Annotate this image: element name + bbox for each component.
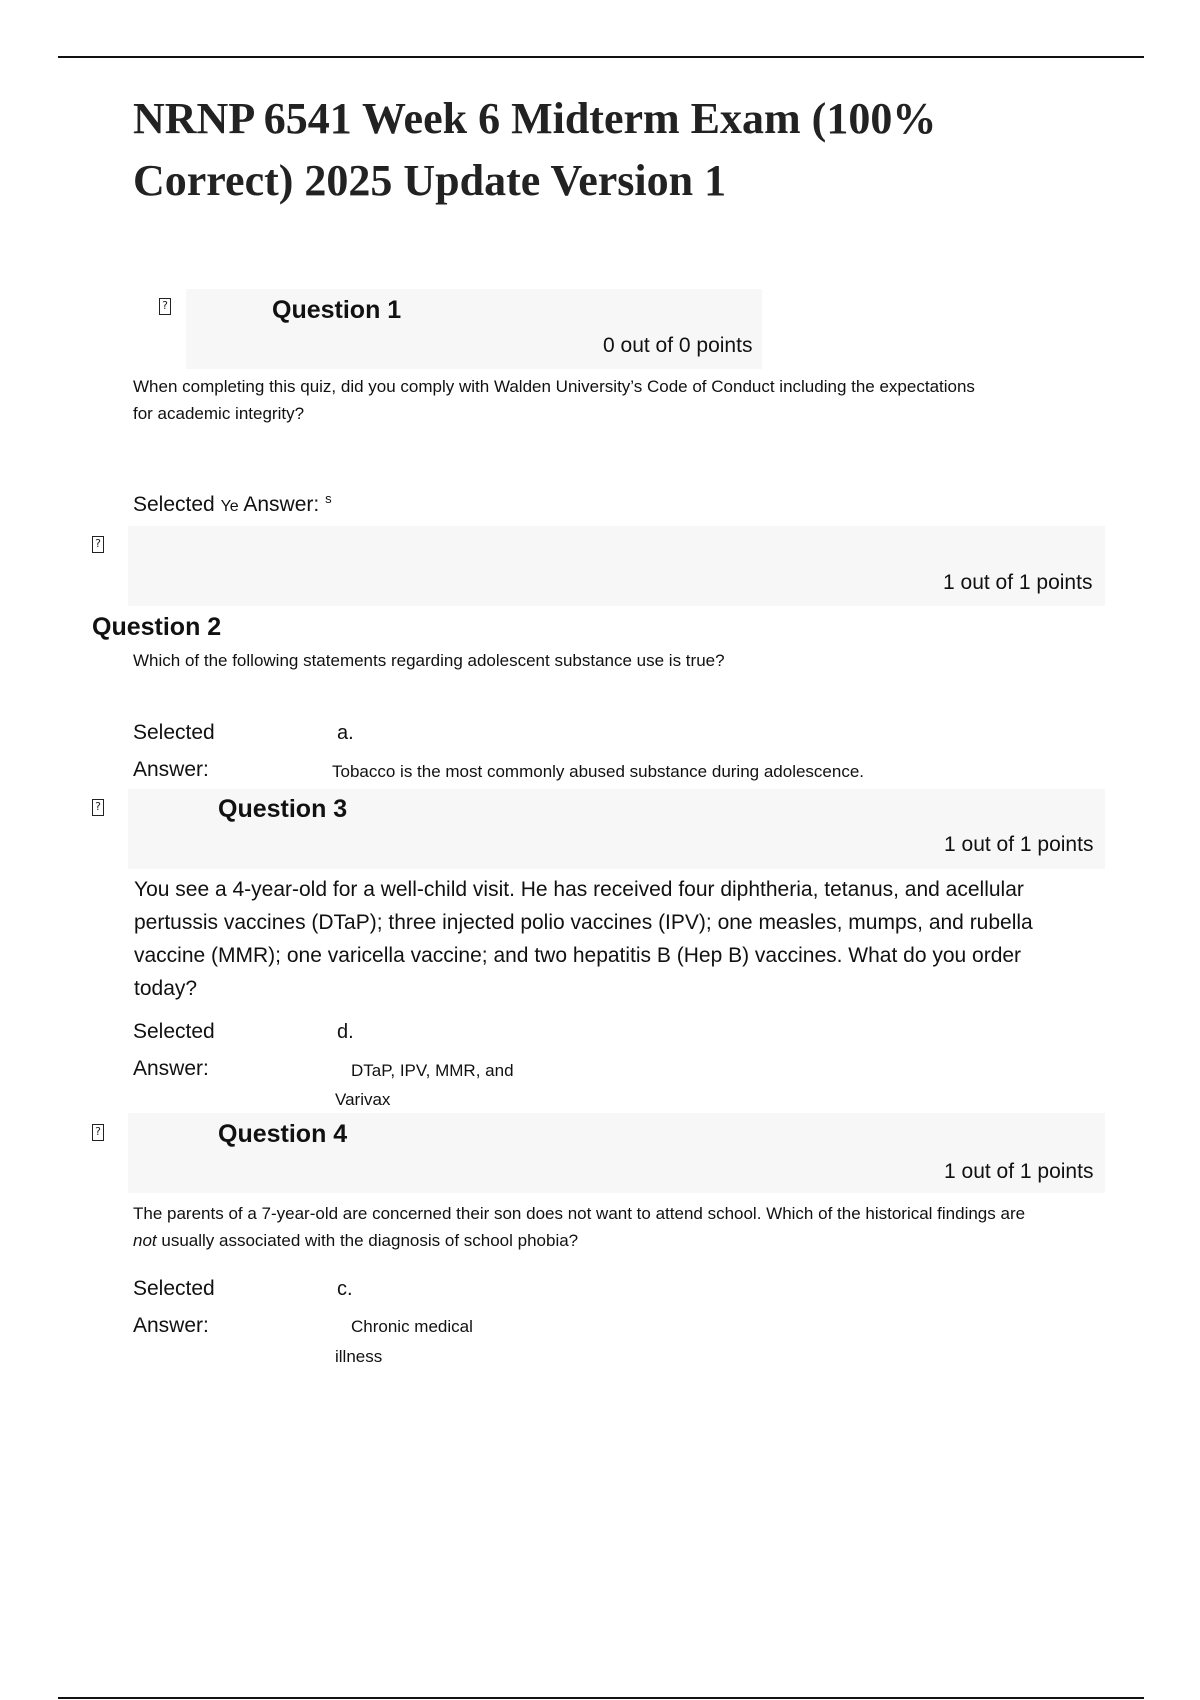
question-3-points: 1 out of 1 points (944, 833, 1094, 856)
question-3-selected-label: Selected (133, 1020, 215, 1043)
question-2-answer-label: Answer: (133, 758, 209, 781)
question-1-answer-label: Answer: (243, 493, 320, 516)
question-3-status-icon: ? (92, 799, 104, 816)
question-3-answer-label: Answer: (133, 1057, 209, 1080)
question-4-status-icon: ? (92, 1124, 104, 1141)
question-3-answer-letter: d. (337, 1021, 354, 1043)
question-3-answer-line1: DTaP, IPV, MMR, and (351, 1061, 514, 1080)
question-4-answer-letter: c. (337, 1278, 353, 1300)
question-2-text: Which of the following statements regarding adolescent substance use is true? (133, 651, 725, 670)
question-3-heading: Question 3 (218, 795, 348, 823)
question-1-text: When completing this quiz, did you comply with Walden University’s Code of Conduct including the expectations for academic integrity? (133, 377, 975, 423)
question-2-heading: Question 2 (92, 613, 222, 641)
top-rule (58, 56, 1144, 58)
bottom-rule (58, 1697, 1144, 1699)
document-title: NRNP 6541 Week 6 Midterm Exam (100% Correct) 2025 Update Version 1 (133, 94, 937, 205)
question-4-text-emphasis: not (133, 1231, 157, 1250)
question-2-points: 1 out of 1 points (943, 571, 1093, 594)
question-4-answer-line2: illness (335, 1347, 383, 1366)
question-4-points: 1 out of 1 points (944, 1160, 1094, 1183)
question-1-status-icon: ? (159, 298, 171, 315)
question-1-points: 0 out of 0 points (603, 334, 753, 357)
question-1-selected-label: Selected (133, 493, 215, 516)
question-2-status-icon: ? (92, 536, 104, 553)
question-4-selected-label: Selected (133, 1277, 215, 1300)
question-2-answer-letter: a. (337, 722, 354, 744)
question-3-text: You see a 4-year-old for a well-child visit. He has received four diphtheria, tetanus, and acellular pertussis vaccines (DTaP); three injected polio vaccines (IPV); one measles, mumps, and rubella vaccine (MMR); one varicella vaccine; and two hepatitis B (Hep B) vaccines. What do you order today? (134, 878, 1033, 1000)
question-1-answer-line (133, 491, 332, 517)
question-1-answer-part2: s (325, 491, 332, 506)
question-2-answer-text: Tobacco is the most commonly abused substance during adolescence. (332, 762, 865, 781)
question-1-answer-part1: Ye (220, 498, 239, 515)
question-1-heading: Question 1 (272, 296, 402, 324)
question-3-answer-line2: Varivax (335, 1090, 391, 1109)
question-4-answer-line1: Chronic medical (351, 1317, 473, 1336)
question-4-answer-label: Answer: (133, 1314, 209, 1337)
question-4-text-after: usually associated with the diagnosis of school phobia? (156, 1231, 579, 1250)
question-4-text (133, 1200, 1033, 1254)
question-2-selected-label: Selected (133, 721, 215, 744)
question-4-text-before: The parents of a 7-year-old are concerned their son does not want to attend school. Which of the historical findings are (133, 1204, 1026, 1223)
question-4-heading: Question 4 (218, 1120, 348, 1148)
